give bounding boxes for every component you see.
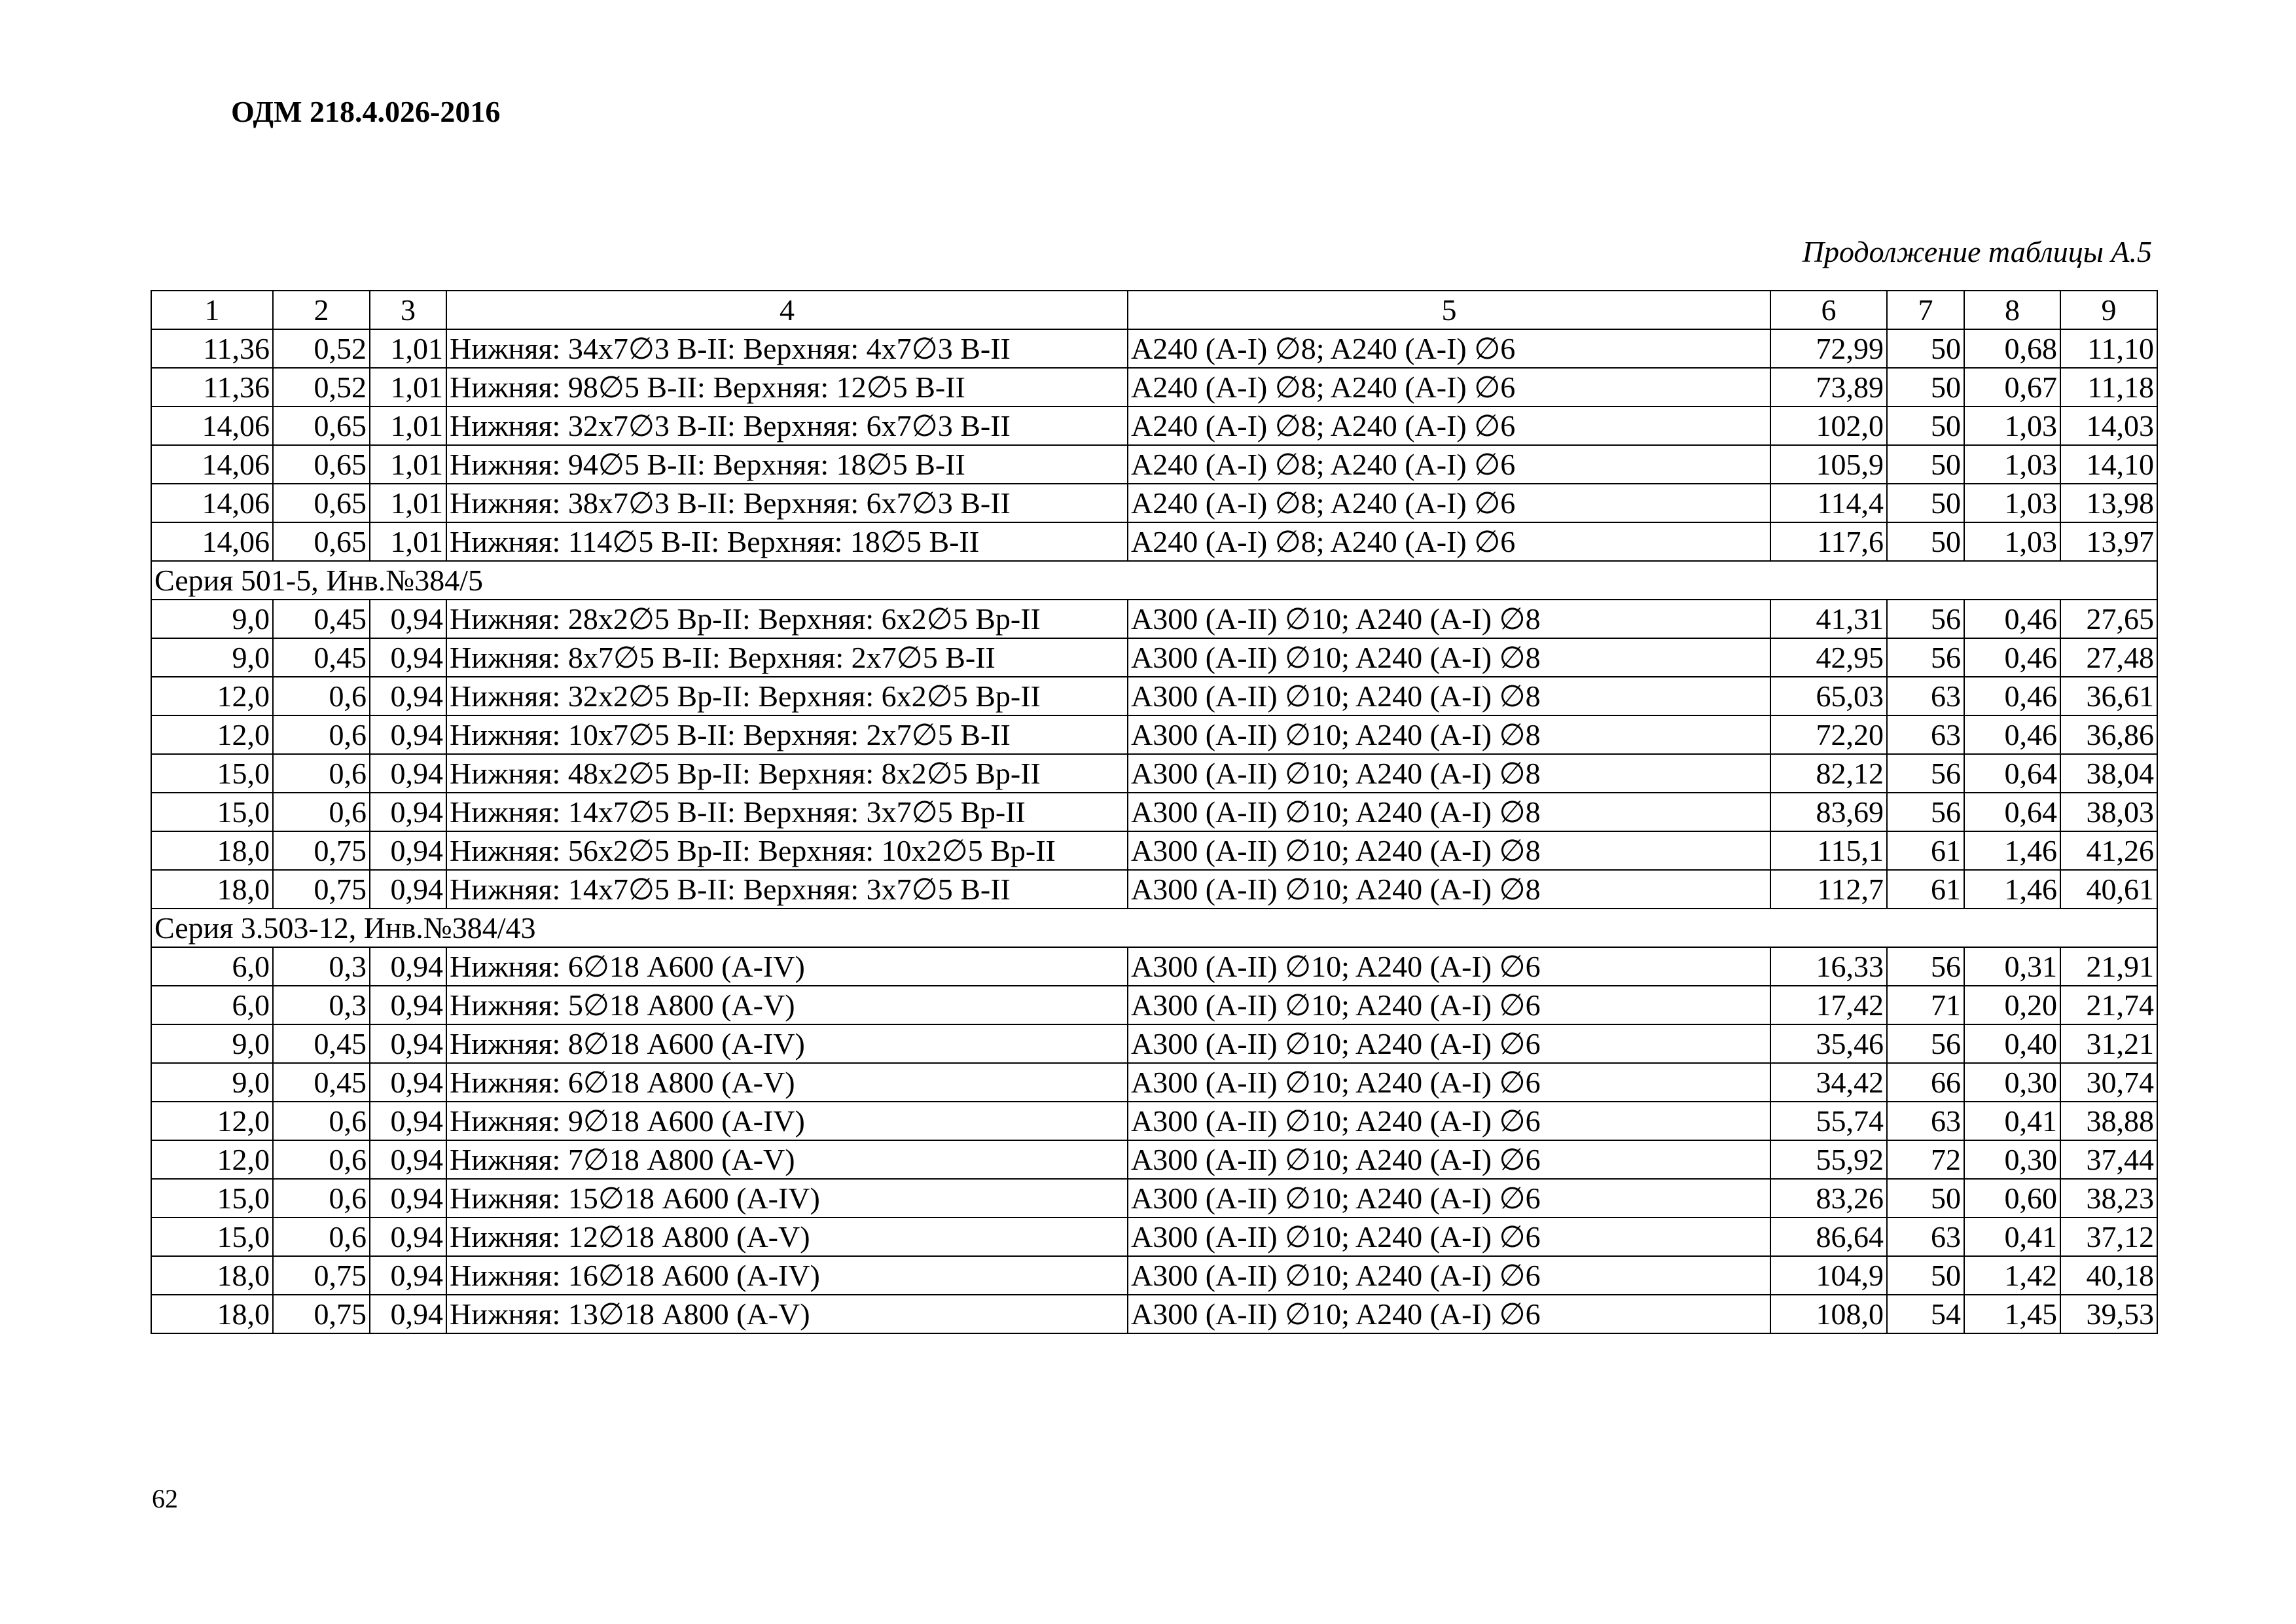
table-cell: 0,94 (370, 1063, 446, 1102)
table-cell: 12,0 (151, 1140, 273, 1179)
table-cell: 72,20 (1770, 715, 1887, 754)
table-cell: Нижняя: 114∅5 В-II: Верхняя: 18∅5 В-II (446, 522, 1128, 561)
table-row (151, 1024, 2157, 1063)
table-cell: 18,0 (151, 1256, 273, 1295)
table-cell: 50 (1887, 368, 1964, 406)
table-cell: 117,6 (1770, 522, 1887, 561)
table-cell: 13,97 (2060, 522, 2157, 561)
table-cell: Нижняя: 10х7∅5 В-II: Верхняя: 2х7∅5 В-II (446, 715, 1128, 754)
table-cell: 0,94 (370, 638, 446, 677)
table-cell: 1,46 (1964, 831, 2060, 870)
table-cell: 9,0 (151, 600, 273, 638)
table-cell: 56 (1887, 793, 1964, 831)
table-cell: Нижняя: 32х7∅3 В-II: Верхняя: 6х7∅3 В-II (446, 406, 1128, 445)
table-cell: Нижняя: 6∅18 A800 (A-V) (446, 1063, 1128, 1102)
table-cell: 54 (1887, 1295, 1964, 1333)
table-cell: 0,94 (370, 715, 446, 754)
section-title: Серия 3.503-12, Инв.№384/43 (151, 909, 2157, 947)
table-cell: A240 (A-I) ∅8; A240 (A-I) ∅6 (1128, 406, 1770, 445)
table-cell: 1,45 (1964, 1295, 2060, 1333)
table-cell: 14,06 (151, 484, 273, 522)
table-body (151, 291, 2157, 1333)
table-cell: 0,46 (1964, 600, 2060, 638)
table-cell: 0,45 (273, 1063, 370, 1102)
table-row (151, 445, 2157, 484)
table-cell: 0,52 (273, 329, 370, 368)
table-cell: 0,94 (370, 870, 446, 909)
table-cell: 55,74 (1770, 1102, 1887, 1140)
table-cell: 1,01 (370, 484, 446, 522)
table-cell: A300 (A-II) ∅10; A240 (A-I) ∅8 (1128, 754, 1770, 793)
table-cell: 18,0 (151, 870, 273, 909)
table-cell: 0,30 (1964, 1140, 2060, 1179)
table-cell: 0,6 (273, 793, 370, 831)
table-cell: 12,0 (151, 715, 273, 754)
table-cell: 61 (1887, 831, 1964, 870)
table-cell: Нижняя: 6∅18 A600 (A-IV) (446, 947, 1128, 986)
table-row (151, 1218, 2157, 1256)
table-cell: 0,46 (1964, 677, 2060, 715)
column-header: 7 (1887, 291, 1964, 329)
table-cell: A300 (A-II) ∅10; A240 (A-I) ∅6 (1128, 1179, 1770, 1218)
table-cell: A300 (A-II) ∅10; A240 (A-I) ∅6 (1128, 1102, 1770, 1140)
table-cell: 0,6 (273, 754, 370, 793)
table-cell: 0,75 (273, 870, 370, 909)
table-cell: 0,94 (370, 1218, 446, 1256)
table-cell: 50 (1887, 522, 1964, 561)
table-cell: 66 (1887, 1063, 1964, 1102)
table-cell: 0,6 (273, 677, 370, 715)
table-cell: 0,94 (370, 986, 446, 1024)
table-cell: 0,6 (273, 1140, 370, 1179)
table-cell: Нижняя: 48х2∅5 Вр-II: Верхняя: 8х2∅5 Вр-II (446, 754, 1128, 793)
table-cell: 38,88 (2060, 1102, 2157, 1140)
table-cell: 1,03 (1964, 406, 2060, 445)
data-table (151, 290, 2158, 1334)
table-cell: 0,94 (370, 1024, 446, 1063)
table-cell: 63 (1887, 1102, 1964, 1140)
table-cell: 38,04 (2060, 754, 2157, 793)
table-cell: A300 (A-II) ∅10; A240 (A-I) ∅8 (1128, 600, 1770, 638)
table-row (151, 329, 2157, 368)
table-cell: 0,52 (273, 368, 370, 406)
table-caption: Продолжение таблицы А.5 (1802, 235, 2152, 268)
table-cell: 12,0 (151, 677, 273, 715)
table-cell: 0,46 (1964, 638, 2060, 677)
column-header: 4 (446, 291, 1128, 329)
table-cell: 35,46 (1770, 1024, 1887, 1063)
table-cell: Нижняя: 8х7∅5 В-II: Верхняя: 2х7∅5 В-II (446, 638, 1128, 677)
table-cell: 0,64 (1964, 754, 2060, 793)
table-row (151, 1102, 2157, 1140)
table-cell: 0,30 (1964, 1063, 2060, 1102)
table-cell: 112,7 (1770, 870, 1887, 909)
table-cell: 1,01 (370, 368, 446, 406)
table-cell: 42,95 (1770, 638, 1887, 677)
table-cell: 56 (1887, 754, 1964, 793)
table-cell: Нижняя: 7∅18 A800 (A-V) (446, 1140, 1128, 1179)
table-cell: A300 (A-II) ∅10; A240 (A-I) ∅6 (1128, 1218, 1770, 1256)
table-cell: A300 (A-II) ∅10; A240 (A-I) ∅8 (1128, 638, 1770, 677)
table-cell: 83,69 (1770, 793, 1887, 831)
table-cell: A300 (A-II) ∅10; A240 (A-I) ∅8 (1128, 870, 1770, 909)
table-row (151, 677, 2157, 715)
table-cell: Нижняя: 14х7∅5 В-II: Верхняя: 3х7∅5 В-II (446, 870, 1128, 909)
table-cell: 82,12 (1770, 754, 1887, 793)
table-header-row (151, 291, 2157, 329)
table-row (151, 406, 2157, 445)
table-cell: 14,06 (151, 406, 273, 445)
table-cell: 63 (1887, 677, 1964, 715)
table-cell: A240 (A-I) ∅8; A240 (A-I) ∅6 (1128, 329, 1770, 368)
table-cell: Нижняя: 32х2∅5 Вр-II: Верхняя: 6х2∅5 Вр-II (446, 677, 1128, 715)
table-cell: 27,48 (2060, 638, 2157, 677)
table-cell: 18,0 (151, 831, 273, 870)
table-row (151, 1256, 2157, 1295)
table-cell: 16,33 (1770, 947, 1887, 986)
table-cell: A300 (A-II) ∅10; A240 (A-I) ∅6 (1128, 1295, 1770, 1333)
table-cell: 36,86 (2060, 715, 2157, 754)
table-cell: 0,94 (370, 831, 446, 870)
table-cell: 0,60 (1964, 1179, 2060, 1218)
table-row (151, 831, 2157, 870)
table-cell: 0,94 (370, 947, 446, 986)
table-cell: 38,23 (2060, 1179, 2157, 1218)
table-cell: 72,99 (1770, 329, 1887, 368)
table-cell: 0,45 (273, 600, 370, 638)
table-cell: 1,01 (370, 406, 446, 445)
table-cell: 15,0 (151, 754, 273, 793)
table-cell: 34,42 (1770, 1063, 1887, 1102)
table-cell: 56 (1887, 947, 1964, 986)
table-cell: 37,12 (2060, 1218, 2157, 1256)
table-cell: 0,94 (370, 1140, 446, 1179)
table-cell: 41,31 (1770, 600, 1887, 638)
table-cell: 104,9 (1770, 1256, 1887, 1295)
table-cell: 0,6 (273, 715, 370, 754)
table-cell: 0,94 (370, 677, 446, 715)
table-cell: Нижняя: 9∅18 A600 (A-IV) (446, 1102, 1128, 1140)
section-row (151, 909, 2157, 947)
table-cell: 21,74 (2060, 986, 2157, 1024)
table-cell: 0,68 (1964, 329, 2060, 368)
table-cell: 50 (1887, 1179, 1964, 1218)
table-cell: 14,06 (151, 445, 273, 484)
page-number: 62 (152, 1484, 178, 1513)
table-cell: Нижняя: 15∅18 A600 (A-IV) (446, 1179, 1128, 1218)
table-cell: A300 (A-II) ∅10; A240 (A-I) ∅8 (1128, 831, 1770, 870)
table-cell: 1,03 (1964, 522, 2060, 561)
table-cell: 39,53 (2060, 1295, 2157, 1333)
table-cell: A300 (A-II) ∅10; A240 (A-I) ∅6 (1128, 986, 1770, 1024)
table-cell: 0,94 (370, 1102, 446, 1140)
table-cell: 50 (1887, 1256, 1964, 1295)
table-cell: 1,42 (1964, 1256, 2060, 1295)
table-row (151, 1063, 2157, 1102)
table-cell: A240 (A-I) ∅8; A240 (A-I) ∅6 (1128, 484, 1770, 522)
column-header: 5 (1128, 291, 1770, 329)
table-cell: 50 (1887, 484, 1964, 522)
table-cell: 21,91 (2060, 947, 2157, 986)
table-cell: 0,65 (273, 406, 370, 445)
table-cell: 0,41 (1964, 1102, 2060, 1140)
table-cell: 50 (1887, 329, 1964, 368)
table-cell: 50 (1887, 406, 1964, 445)
table-row (151, 1295, 2157, 1333)
table-cell: 1,03 (1964, 445, 2060, 484)
table-cell: Нижняя: 12∅18 A800 (A-V) (446, 1218, 1128, 1256)
table-cell: A240 (A-I) ∅8; A240 (A-I) ∅6 (1128, 445, 1770, 484)
table-row (151, 1179, 2157, 1218)
table-cell: 0,41 (1964, 1218, 2060, 1256)
table-row (151, 947, 2157, 986)
table-cell: 0,6 (273, 1218, 370, 1256)
table-cell: 1,03 (1964, 484, 2060, 522)
table-cell: 6,0 (151, 986, 273, 1024)
table-cell: 105,9 (1770, 445, 1887, 484)
table-cell: 72 (1887, 1140, 1964, 1179)
table-cell: 102,0 (1770, 406, 1887, 445)
table-row (151, 870, 2157, 909)
table-cell: 0,45 (273, 1024, 370, 1063)
table-cell: 15,0 (151, 793, 273, 831)
table-cell: 0,75 (273, 831, 370, 870)
table-cell: 40,18 (2060, 1256, 2157, 1295)
table-cell: 14,10 (2060, 445, 2157, 484)
table-cell: Нижняя: 16∅18 A600 (A-IV) (446, 1256, 1128, 1295)
table-cell: 38,03 (2060, 793, 2157, 831)
table-cell: Нижняя: 34х7∅3 В-II: Верхняя: 4х7∅3 В-II (446, 329, 1128, 368)
table-cell: 1,01 (370, 522, 446, 561)
table-cell: A240 (A-I) ∅8; A240 (A-I) ∅6 (1128, 522, 1770, 561)
table-cell: A300 (A-II) ∅10; A240 (A-I) ∅8 (1128, 793, 1770, 831)
column-header: 6 (1770, 291, 1887, 329)
table-cell: Нижняя: 13∅18 A800 (A-V) (446, 1295, 1128, 1333)
table-cell: 6,0 (151, 947, 273, 986)
table-cell: A300 (A-II) ∅10; A240 (A-I) ∅6 (1128, 947, 1770, 986)
table-cell: 40,61 (2060, 870, 2157, 909)
table-cell: 18,0 (151, 1295, 273, 1333)
table-cell: 9,0 (151, 638, 273, 677)
table-row (151, 368, 2157, 406)
column-header: 2 (273, 291, 370, 329)
table-cell: 63 (1887, 1218, 1964, 1256)
table-cell: 0,94 (370, 1256, 446, 1295)
table-cell: 108,0 (1770, 1295, 1887, 1333)
table-cell: 17,42 (1770, 986, 1887, 1024)
table-cell: Нижняя: 94∅5 В-II: Верхняя: 18∅5 В-II (446, 445, 1128, 484)
table-cell: 1,01 (370, 445, 446, 484)
table-cell: 9,0 (151, 1063, 273, 1102)
table-row (151, 793, 2157, 831)
document-code: ОДМ 218.4.026-2016 (231, 95, 501, 128)
table-cell: A300 (A-II) ∅10; A240 (A-I) ∅6 (1128, 1256, 1770, 1295)
table-row (151, 522, 2157, 561)
table-cell: Нижняя: 5∅18 A800 (A-V) (446, 986, 1128, 1024)
column-header: 1 (151, 291, 273, 329)
table-cell: 9,0 (151, 1024, 273, 1063)
table-row (151, 715, 2157, 754)
table-cell: Нижняя: 38х7∅3 В-II: Верхняя: 6х7∅3 В-II (446, 484, 1128, 522)
table-cell: Нижняя: 98∅5 В-II: Верхняя: 12∅5 В-II (446, 368, 1128, 406)
table-cell: 0,94 (370, 1179, 446, 1218)
table-cell: 0,65 (273, 484, 370, 522)
table-cell: 0,6 (273, 1179, 370, 1218)
table-cell: 56 (1887, 1024, 1964, 1063)
table-cell: 0,75 (273, 1256, 370, 1295)
table-cell: A300 (A-II) ∅10; A240 (A-I) ∅8 (1128, 715, 1770, 754)
table-cell: 11,36 (151, 368, 273, 406)
table-cell: A240 (A-I) ∅8; A240 (A-I) ∅6 (1128, 368, 1770, 406)
column-header: 9 (2060, 291, 2157, 329)
table-cell: 36,61 (2060, 677, 2157, 715)
table-cell: 115,1 (1770, 831, 1887, 870)
table-row (151, 600, 2157, 638)
table-row (151, 638, 2157, 677)
table-cell: 41,26 (2060, 831, 2157, 870)
table-row (151, 986, 2157, 1024)
table-cell: A300 (A-II) ∅10; A240 (A-I) ∅8 (1128, 677, 1770, 715)
table-cell: 0,94 (370, 754, 446, 793)
table-cell: 1,46 (1964, 870, 2060, 909)
table-cell: 11,18 (2060, 368, 2157, 406)
table-cell: 15,0 (151, 1218, 273, 1256)
table-cell: 0,40 (1964, 1024, 2060, 1063)
table-cell: 86,64 (1770, 1218, 1887, 1256)
table-cell: 0,94 (370, 793, 446, 831)
table-cell: 37,44 (2060, 1140, 2157, 1179)
table-cell: 0,3 (273, 986, 370, 1024)
section-row (151, 561, 2157, 600)
table-cell: 61 (1887, 870, 1964, 909)
table-cell: 0,65 (273, 445, 370, 484)
table-cell: Нижняя: 56х2∅5 Вр-II: Верхняя: 10х2∅5 Вр-II (446, 831, 1128, 870)
table-cell: 63 (1887, 715, 1964, 754)
table-cell: 1,01 (370, 329, 446, 368)
table-cell: 14,06 (151, 522, 273, 561)
table-cell: 114,4 (1770, 484, 1887, 522)
table-cell: 15,0 (151, 1179, 273, 1218)
table-cell: 71 (1887, 986, 1964, 1024)
table-cell: Нижняя: 14х7∅5 В-II: Верхняя: 3х7∅5 Вр-II (446, 793, 1128, 831)
table-cell: 73,89 (1770, 368, 1887, 406)
table-row (151, 484, 2157, 522)
table-row (151, 754, 2157, 793)
section-title: Серия 501-5, Инв.№384/5 (151, 561, 2157, 600)
table-cell: 11,36 (151, 329, 273, 368)
table-row (151, 1140, 2157, 1179)
table-cell: 14,03 (2060, 406, 2157, 445)
table-cell: 31,21 (2060, 1024, 2157, 1063)
table-cell: A300 (A-II) ∅10; A240 (A-I) ∅6 (1128, 1024, 1770, 1063)
table-cell: 55,92 (1770, 1140, 1887, 1179)
table-cell: 0,67 (1964, 368, 2060, 406)
table-cell: 12,0 (151, 1102, 273, 1140)
table-cell: 56 (1887, 600, 1964, 638)
table-cell: 13,98 (2060, 484, 2157, 522)
table-cell: A300 (A-II) ∅10; A240 (A-I) ∅6 (1128, 1140, 1770, 1179)
table-cell: 0,31 (1964, 947, 2060, 986)
table-cell: 0,94 (370, 1295, 446, 1333)
table-cell: 0,75 (273, 1295, 370, 1333)
table-cell: 0,45 (273, 638, 370, 677)
table-cell: 30,74 (2060, 1063, 2157, 1102)
table-cell: 83,26 (1770, 1179, 1887, 1218)
table-cell: 0,20 (1964, 986, 2060, 1024)
table-cell: 0,65 (273, 522, 370, 561)
table-cell: 0,6 (273, 1102, 370, 1140)
table-cell: Нижняя: 8∅18 A600 (A-IV) (446, 1024, 1128, 1063)
table-cell: 0,94 (370, 600, 446, 638)
table-cell: 56 (1887, 638, 1964, 677)
table-cell: 65,03 (1770, 677, 1887, 715)
table-cell: Нижняя: 28х2∅5 Вр-II: Верхняя: 6х2∅5 Вр-II (446, 600, 1128, 638)
table-cell: 0,46 (1964, 715, 2060, 754)
table-cell: 0,3 (273, 947, 370, 986)
column-header: 3 (370, 291, 446, 329)
column-header: 8 (1964, 291, 2060, 329)
table-cell: 11,10 (2060, 329, 2157, 368)
table-cell: 27,65 (2060, 600, 2157, 638)
table-cell: 50 (1887, 445, 1964, 484)
table-cell: 0,64 (1964, 793, 2060, 831)
table-cell: A300 (A-II) ∅10; A240 (A-I) ∅6 (1128, 1063, 1770, 1102)
